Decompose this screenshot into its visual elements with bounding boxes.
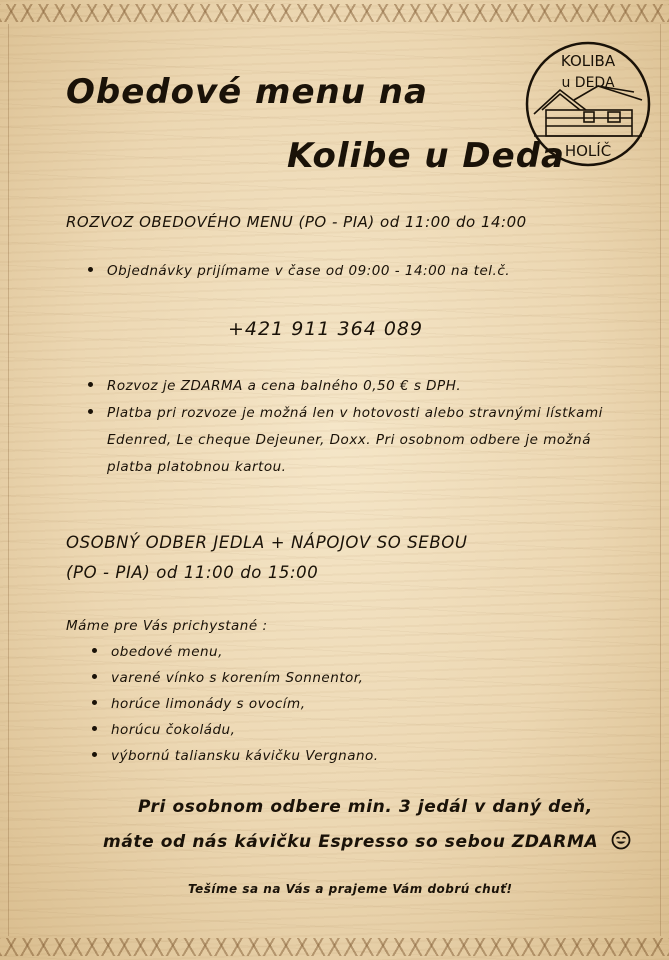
promo-line2: máte od nás kávičku Espresso so sebou ZDARMA [103,832,599,852]
delivery-bullet: Platba pri rozvoze je možná len v hotovosti alebo stravnými lístkami [107,405,603,421]
bullet-icon [88,267,93,272]
bullet-icon [88,382,93,387]
list-item [88,378,461,394]
payment-continuation: platba platobnou kartou. [107,459,287,475]
delivery-heading: ROZVOZ OBEDOVÉHO MENU (PO - PIA) od 11:00 do 14:00 [66,213,527,231]
list-item [92,748,379,764]
decorative-side-left [8,24,9,936]
pickup-heading: OSOBNÝ ODBER JEDLA + NÁPOJOV SO SEBOU [66,533,468,552]
bullet-icon [92,726,97,731]
page-title-line1: Obedové menu na [66,72,428,112]
list-item [88,405,603,421]
bullet-icon [92,648,97,653]
bullet-icon [88,409,93,414]
logo-text-2: u DEDA [561,75,615,91]
koliba-logo [524,40,652,168]
phone-number[interactable]: +421 911 364 089 [228,318,424,340]
cabin-icon [534,86,642,136]
pickup-item: horúce limonády s ovocím, [111,696,306,712]
page-title-line2: Kolibe u Deda [287,136,565,176]
list-item [92,696,305,712]
list-item [92,644,223,660]
decorative-border-bottom [0,938,669,956]
pickup-hours: (PO - PIA) od 11:00 do 15:00 [66,563,319,582]
bullet-icon [92,700,97,705]
pickup-item: obedové menu, [111,644,223,660]
list-item [92,722,235,738]
promo-line2-wrap [103,830,631,852]
bullet-icon [92,674,97,679]
promo-line1: Pri osobnom odbere min. 3 jedál v daný deň, [138,797,593,817]
footer-text: Tešíme sa na Vás a prajeme Vám dobrú chuť! [188,882,513,896]
pickup-item: varené vínko s korením Sonnentor, [111,670,364,686]
list-item [92,670,363,686]
order-note: Objednávky prijímame v čase od 09:00 - 14:00 na tel.č. [107,263,511,279]
pickup-intro: Máme pre Vás prichystané : [66,618,268,634]
decorative-border-top [0,4,669,22]
pickup-item: horúcu čokoládu, [111,722,236,738]
list-item [88,263,510,279]
bullet-icon [92,752,97,757]
delivery-bullet: Rozvoz je ZDARMA a cena balného 0,50 € s DPH. [107,378,462,394]
decorative-side-right [660,24,661,936]
logo-text-3: HOLÍČ [564,142,612,160]
logo-text-1: KOLIBA [560,52,616,70]
payment-continuation: Edenred, Le cheque Dejeuner, Doxx. Pri osobnom odbere je možná [107,432,592,448]
smiley-icon [611,830,631,850]
pickup-item: výbornú taliansku kávičku Vergnano. [111,748,379,764]
